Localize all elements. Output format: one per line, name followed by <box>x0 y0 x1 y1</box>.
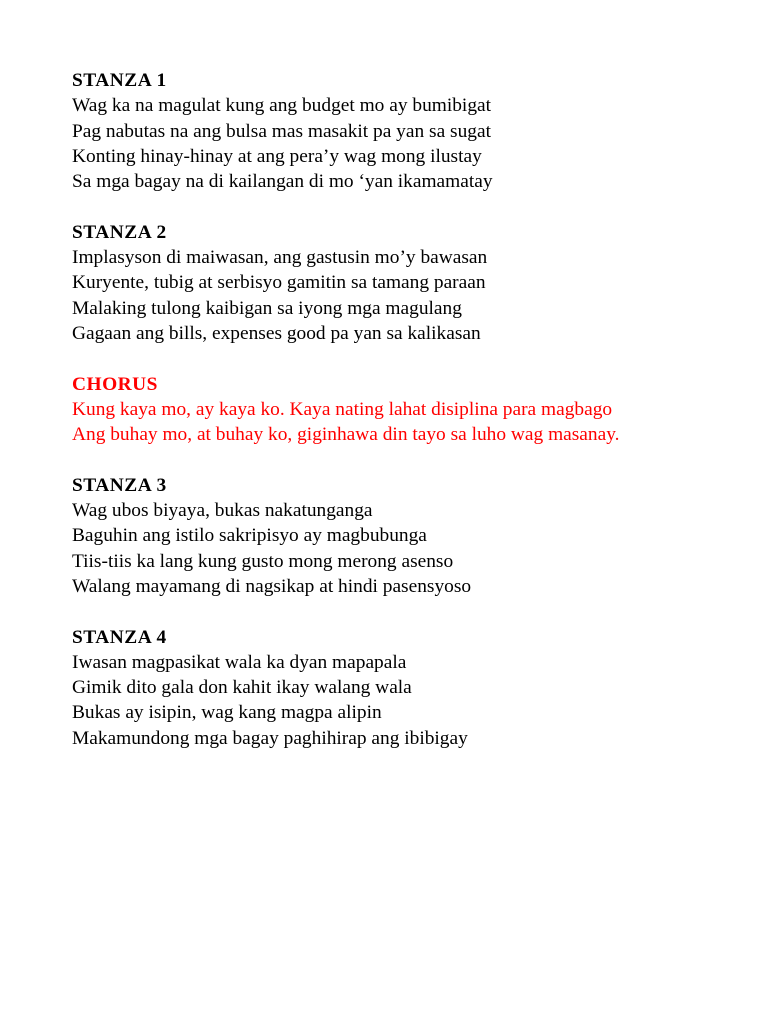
section-heading: STANZA 1 <box>72 70 167 91</box>
stanza-section <box>72 625 692 751</box>
lyric-line: Bukas ay isipin, wag kang magpa alipin <box>72 702 382 724</box>
lyric-line: Wag ubos biyaya, bukas nakatunganga <box>72 500 373 522</box>
lyric-line: Kung kaya mo, ay kaya ko. Kaya nating lahat disiplina para magbago <box>72 398 613 420</box>
stanza-section <box>72 473 692 599</box>
lyric-line: Baguhin ang istilo sakripisyo ay magbubunga <box>72 525 427 547</box>
section-heading: STANZA 4 <box>72 626 167 648</box>
lyric-line: Iwasan magpasikat wala ka dyan mapapala <box>72 651 407 673</box>
lyric-line: Tiis-tiis ka lang kung gusto mong merong asenso <box>72 550 454 572</box>
lyric-line: Konting hinay-hinay at ang pera’y wag mong ilustay <box>72 145 482 167</box>
section-heading: CHORUS <box>72 373 158 395</box>
stanza-section <box>72 68 692 194</box>
lyric-line: Walang mayamang di nagsikap at hindi pasensyoso <box>72 575 472 597</box>
lyric-line: Gagaan ang bills, expenses good pa yan sa kalikasan <box>72 322 481 344</box>
section-heading: STANZA 3 <box>72 474 167 496</box>
lyric-line: Kuryente, tubig at serbisyo gamitin sa tamang paraan <box>72 272 486 294</box>
section-heading: STANZA 2 <box>72 221 167 243</box>
lyric-line: Ang buhay mo, at buhay ko, giginhawa din tayo sa luho wag masanay. <box>72 424 620 446</box>
lyric-line: Wag ka na magulat kung ang budget mo ay bumibigat <box>72 95 492 117</box>
lyric-line: Makamundong mga bagay paghihirap ang ibibigay <box>72 727 468 749</box>
lyric-line: Sa mga bagay na di kailangan di mo ‘yan ikamamatay <box>72 171 493 193</box>
lyric-line: Implasyson di maiwasan, ang gastusin mo’y bawasan <box>72 247 488 269</box>
lyrics-document <box>72 68 692 776</box>
stanza-section <box>72 220 692 346</box>
lyric-line: Malaking tulong kaibigan sa iyong mga magulang <box>72 297 462 319</box>
lyric-line: Gimik dito gala don kahit ikay walang wala <box>72 677 412 699</box>
lyric-line: Pag nabutas na ang bulsa mas masakit pa yan sa sugat <box>72 120 491 142</box>
chorus-section <box>72 372 692 448</box>
